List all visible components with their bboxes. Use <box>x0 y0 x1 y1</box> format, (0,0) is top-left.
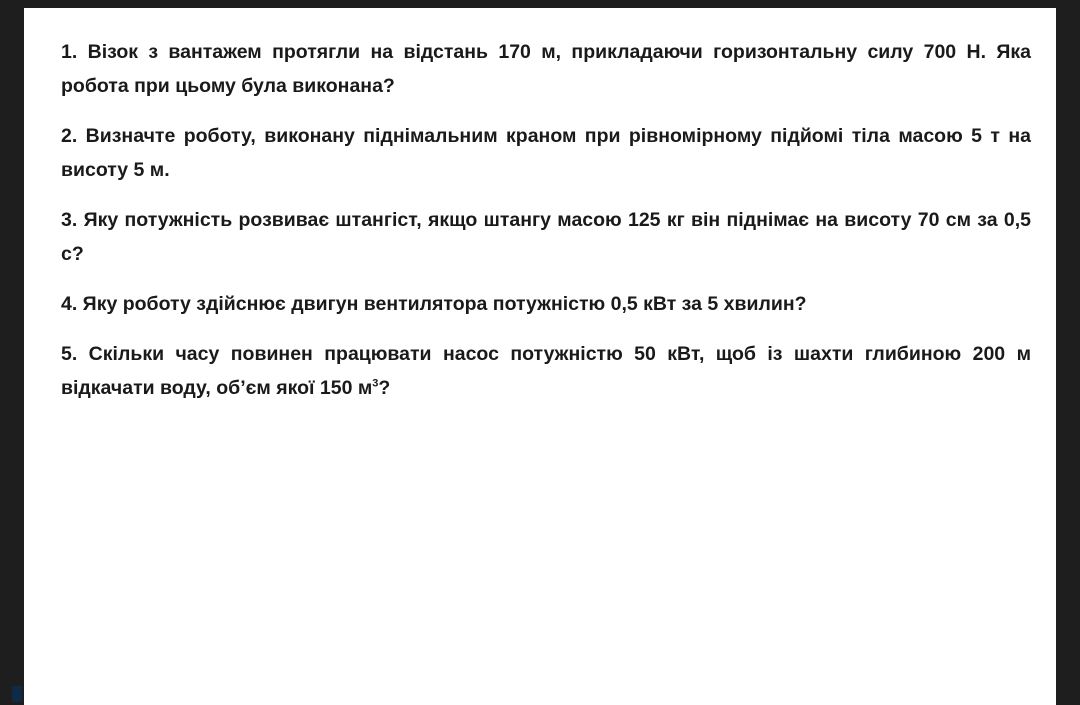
problem-1: 1. Візок з вантажем протягли на відстань 170 м, прикладаючи горизонтальну силу 700 Н. Яка робота при цьому була виконана? <box>61 41 1031 97</box>
problem-5-ending: ? <box>378 377 391 399</box>
dark-corner-mark <box>12 686 22 702</box>
problem-2: 2. Визначте роботу, виконану піднімальним краном при рівномірному підйомі тіла масою 5 т на висоту 5 м. <box>61 125 1031 181</box>
document-page <box>24 8 1056 705</box>
problem-3: 3. Яку потужність розвиває штангіст, якщо штангу масою 125 кг він піднімає на висоту 70 см за 0,5 с? <box>61 209 1031 265</box>
problem-5 <box>61 337 1031 405</box>
problem-list <box>61 35 1031 421</box>
problem-5-text: 5. Скільки часу повинен працювати насос потужністю 50 кВт, щоб із шахти глибиною 200 м відкачати воду, об’єм якої 150 м <box>61 343 1031 399</box>
problem-4: 4. Яку роботу здійснює двигун вентилятора потужністю 0,5 кВт за 5 хвилин? <box>61 293 807 315</box>
problem-5-superscript: 3 <box>372 377 379 390</box>
